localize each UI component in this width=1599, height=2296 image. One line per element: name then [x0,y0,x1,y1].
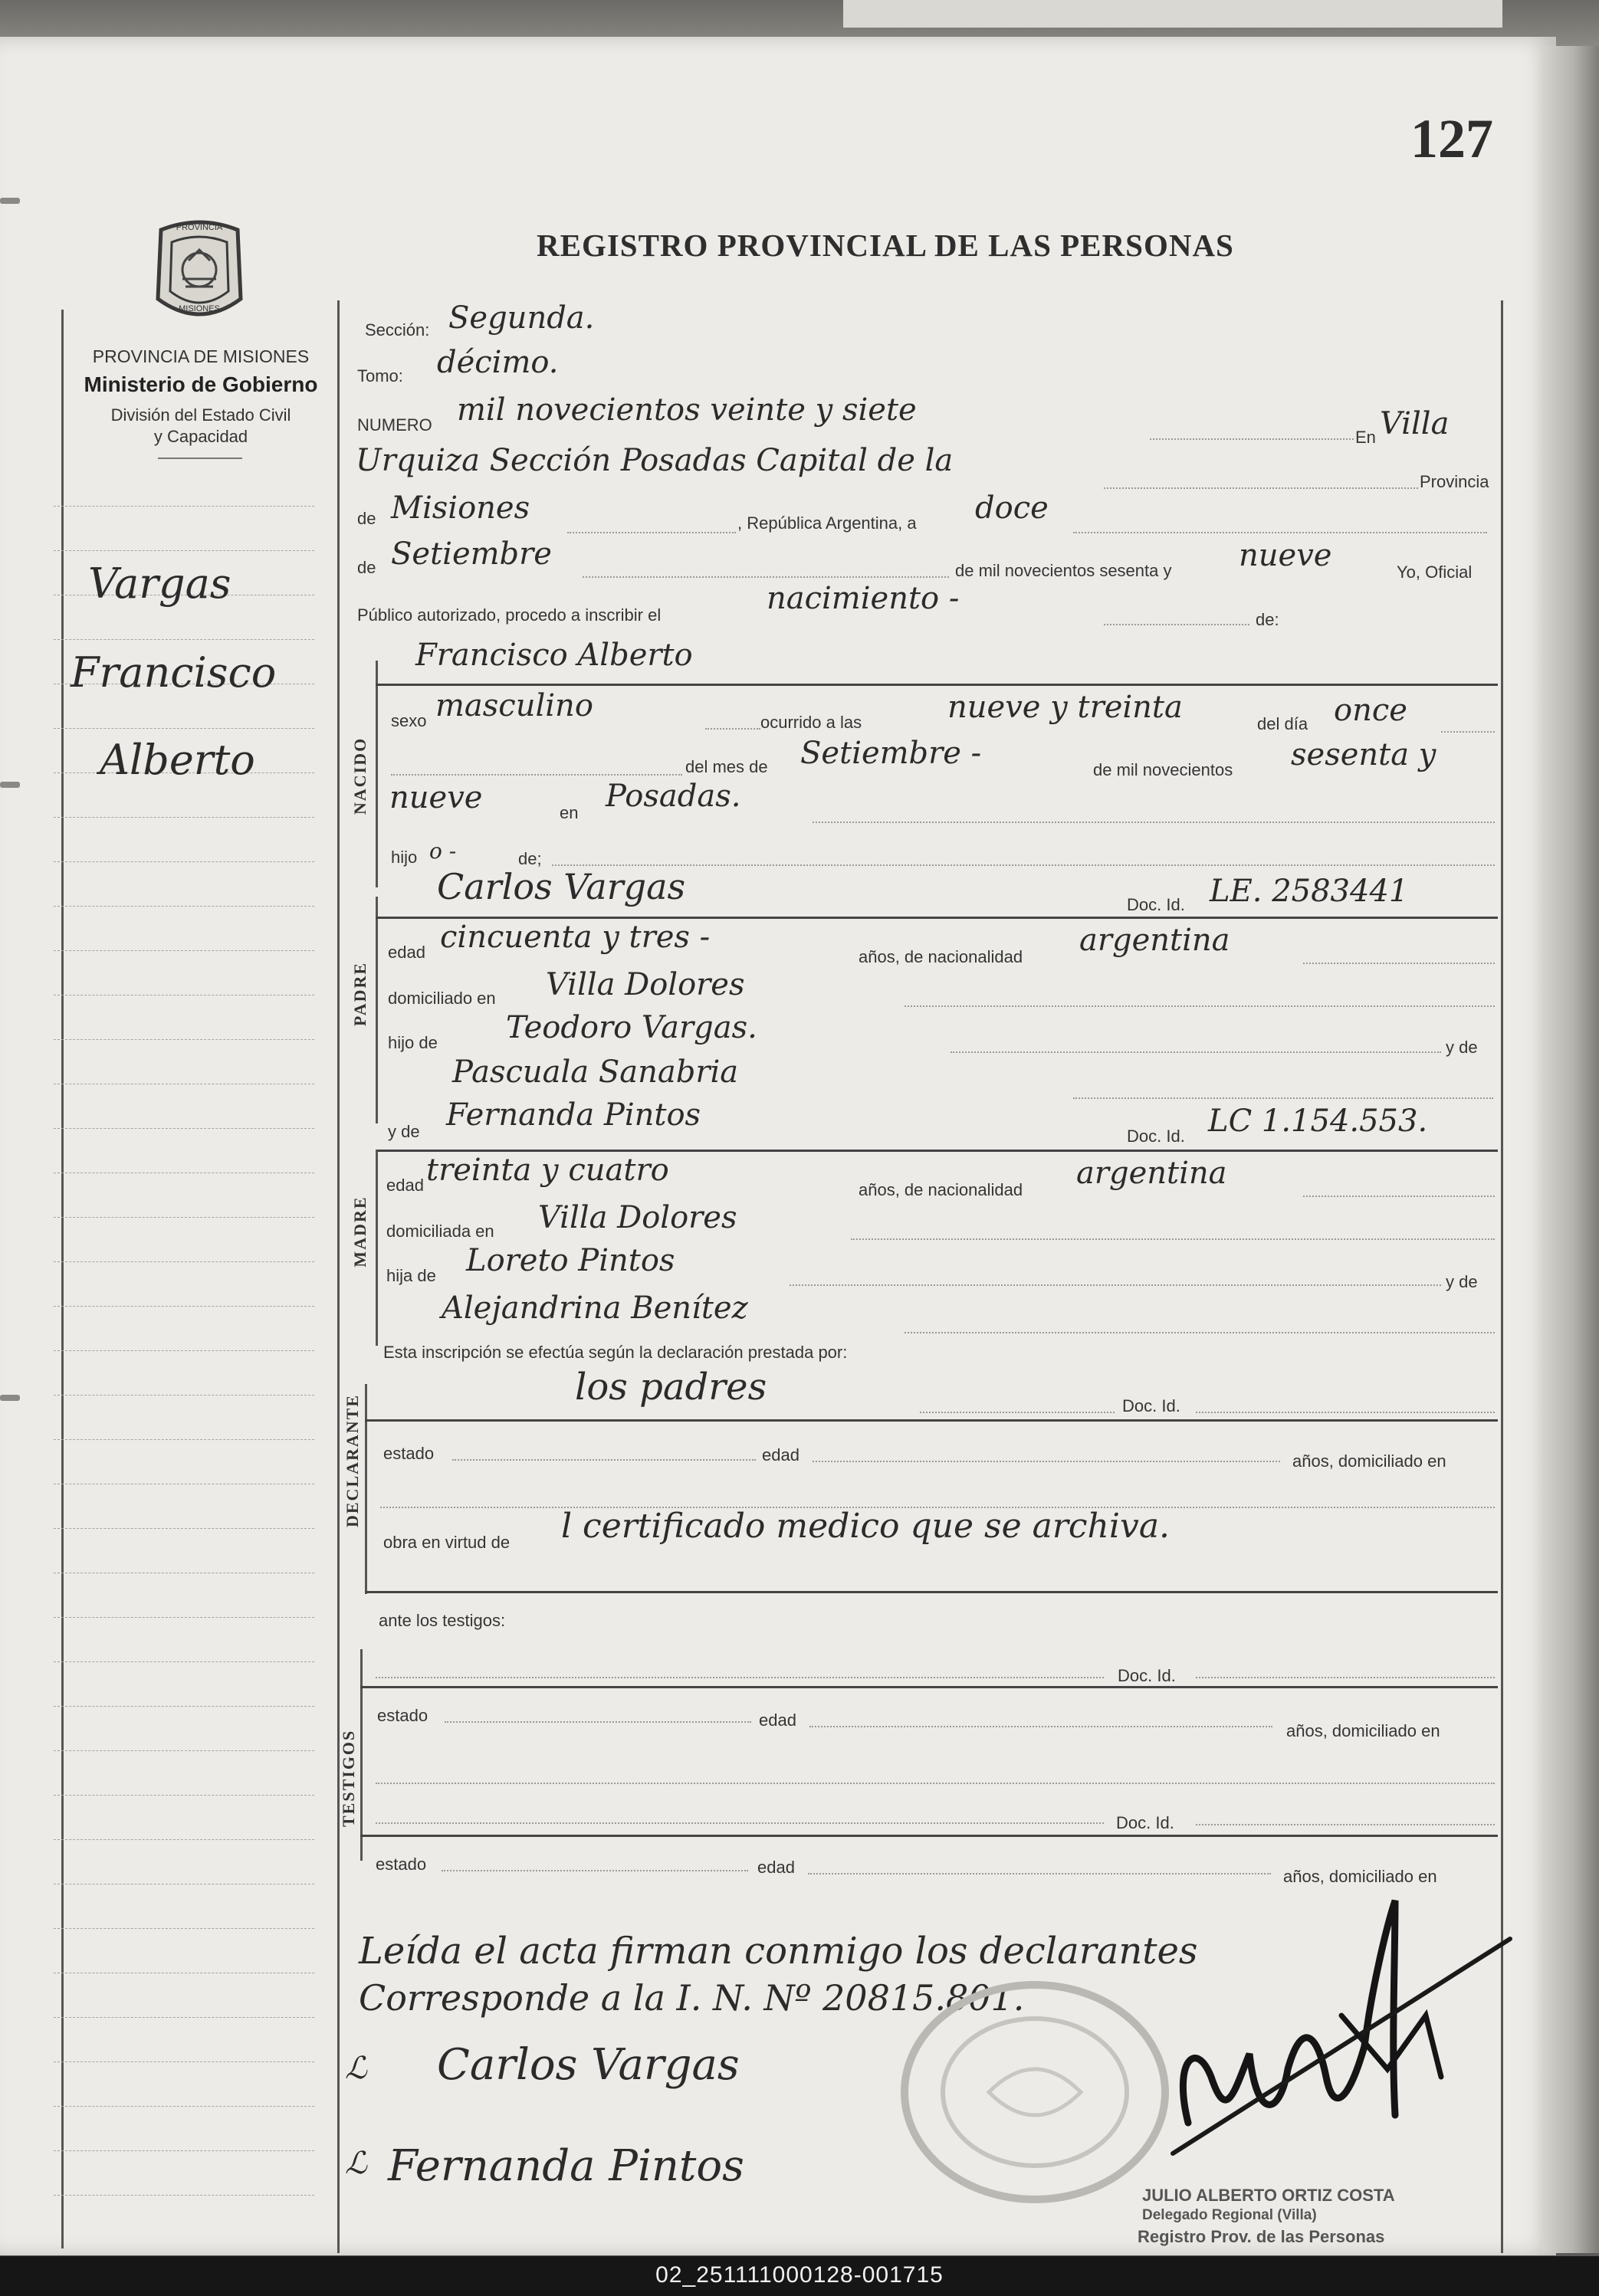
ocurrido-label: ocurrido a las [760,713,862,732]
section-label-padre: PADRE [350,961,369,1027]
republica-label: , República Argentina, a [737,513,917,533]
hora-value: nueve y treinta [947,690,1183,725]
padre-madre-de: Pascuala Sanabria [452,1055,739,1090]
ruled-line [54,728,314,729]
seccion-label: Sección: [365,320,430,339]
ruled-line [54,950,314,951]
margin-border-left [61,310,64,2248]
padre-hijo-de-label: hijo de [388,1033,438,1052]
ruled-line [54,1706,314,1707]
mes-label: del mes de [685,757,768,776]
page-edge-shadow [1542,46,1599,2253]
ruled-line [54,1039,314,1040]
en-label: en [560,803,579,822]
testigo2-edad-label: edad [757,1858,795,1877]
svg-text:MISIONES: MISIONES [179,304,220,313]
ruled-line [54,506,314,507]
testigo2-doc-label: Doc. Id. [1116,1813,1174,1832]
nacido-nombre: Francisco Alberto [415,638,693,673]
closing-line-2: Corresponde a la I. N. Nº 20815.801. [359,1977,1025,2019]
declarante-estado-label: estado [383,1444,435,1463]
hijo-value: o - [429,838,457,864]
madre-hija-label: hija de [386,1266,436,1285]
ruled-line [54,1395,314,1396]
ruled-line [54,1439,314,1440]
sexo-value: masculino [435,688,593,723]
padre-edad-value: cincuenta y tres - [440,920,711,955]
mes-value: Setiembre [391,536,552,572]
signature-fernanda: Fernanda Pintos [388,2141,744,2191]
scan-id: 02_251111000128-001715 [655,2262,944,2288]
ruled-line [54,2017,314,2018]
tomo-label: Tomo: [357,366,403,385]
ruled-line [54,639,314,640]
testigo1-anios-label: años, domiciliado en [1286,1721,1440,1740]
padre-nac-label: años, de nacionalidad [859,947,1023,966]
de-label-2: de [357,558,376,577]
section-label-madre: MADRE [350,1196,369,1268]
provincia-value: Misiones [391,490,530,526]
declarante-obra-label: obra en virtud de [383,1533,511,1552]
declarante-edad-label: edad [762,1445,800,1465]
madre-madre-de: Alejandrina Benítez [442,1291,748,1326]
tomo-value: décimo. [437,345,559,380]
madre-doc-value: LC 1.154.553. [1208,1104,1428,1139]
ruled-line [54,550,314,551]
testigo1-edad-label: edad [759,1711,796,1730]
binder-mark [0,198,20,204]
testigos-intro: ante los testigos: [379,1611,506,1630]
signature-mark-2-icon: ℒ [345,2146,367,2181]
hijo-label: hijo [391,848,418,867]
madre-nac-label: años, de nacionalidad [859,1180,1023,1199]
section-label-testigos: TESTIGOS [339,1729,358,1827]
ruled-line [54,1528,314,1529]
sexo-label: sexo [391,711,427,730]
margin-border-right [337,300,340,2253]
province-name: PROVINCIA DE MISIONES [92,346,310,366]
testigo2-anios-label: años, domiciliado en [1283,1867,1437,1886]
page-title: REGISTRO PROVINCIAL DE LAS PERSONAS [537,228,1234,263]
numero-label: NUMERO [357,415,432,435]
madre-dom-label: domiciliada en [386,1222,494,1241]
ruled-line [54,1350,314,1351]
ruled-line [54,1750,314,1751]
margin-first-name: Francisco [71,648,277,697]
madre-dom-value: Villa Dolores [538,1200,737,1235]
ruled-line [54,1839,314,1840]
testigo2-estado-label: estado [376,1855,427,1874]
testigo1-estado-label: estado [377,1706,428,1725]
padre-dom-value: Villa Dolores [546,967,745,1002]
ruled-line [54,1261,314,1262]
ruled-line [54,1661,314,1662]
padre-y-de-label: y de [1446,1038,1478,1057]
division-name: División del Estado Civil y Capacidad [110,405,291,446]
divider [158,458,242,459]
lugar-value: Posadas. [606,779,741,814]
anio-label: de mil novecientos [1093,760,1233,779]
padre-padre-de: Teodoro Vargas. [506,1010,757,1045]
anio-value: nueve [1239,538,1332,573]
madre-nombre: Fernanda Pintos [446,1097,701,1133]
signature-mark-1-icon: ℒ [345,2051,367,2086]
seccion-value: Segunda. [448,300,595,336]
closing-line-1: Leída el acta firman conmigo los declarantes [359,1930,1198,1973]
madre-y-de-label: y de [1446,1272,1478,1291]
dia-value: doce [975,490,1049,526]
ruled-line [54,1795,314,1796]
declarante-intro: Esta inscripción se efectúa según la declaración prestada por: [383,1343,848,1362]
declarante-anios-label: años, domiciliado en [1292,1451,1446,1471]
ruled-line [54,861,314,862]
section-label-nacido: NACIDO [350,736,369,815]
anio-value: sesenta y [1291,737,1436,772]
de-label: de; [518,849,542,868]
ruled-line [54,2106,314,2107]
dia-value: once [1334,693,1407,728]
padre-doc-value: LE. 2583441 [1210,874,1409,909]
en-value: Villa [1380,406,1450,441]
declarante-value: los padres [575,1366,767,1409]
anio-value-2: nueve [389,780,483,815]
province-seal-icon [146,215,253,333]
ruled-line [54,2150,314,2151]
binder-mark [0,782,20,788]
madre-edad-value: treinta y cuatro [426,1153,669,1188]
ruled-line [54,906,314,907]
declarante-doc-label: Doc. Id. [1122,1396,1180,1415]
ministry-name: Ministerio de Gobierno [84,372,318,396]
acto-value: nacimiento - [767,581,960,616]
padre-doc-label: Doc. Id. [1127,895,1185,914]
ruled-line [54,1928,314,1929]
publico-label: Público autorizado, procedo a inscribir el [357,605,662,625]
declarante-obra-value: l certificado medico que se archiva. [561,1507,1171,1546]
margin-middle-name: Alberto [100,736,255,784]
anio-label: de mil novecientos sesenta y [955,561,1172,580]
madre-edad-label: edad [386,1176,424,1195]
stamp-name: JULIO ALBERTO ORTIZ COSTA [1142,2186,1395,2205]
signature-carlos: Carlos Vargas [437,2040,740,2090]
section-label-declarante: DECLARANTE [343,1393,362,1527]
en-label: En [1355,428,1376,447]
testigo1-doc-label: Doc. Id. [1118,1666,1176,1685]
margin-surname: Vargas [88,559,231,608]
stamp-title: Delegado Regional (Villa) [1142,2207,1317,2223]
ruled-line [54,817,314,818]
ruled-line [54,1217,314,1218]
ruled-line [54,2061,314,2062]
ruled-line [54,1617,314,1618]
madre-nac-value: argentina [1076,1156,1227,1191]
padre-dom-label: domiciliado en [388,989,496,1008]
ruled-line [54,1306,314,1307]
padre-edad-label: edad [388,943,425,962]
binder-mark [0,1395,20,1401]
dia-label: del día [1257,714,1308,733]
page-number: 127 [1410,108,1493,169]
padre-nombre: Carlos Vargas [437,866,686,907]
madre-y-de-label: y de [388,1122,420,1141]
numero-value: mil novecientos veinte y siete [457,392,917,428]
official-signature-icon [1142,1893,1541,2173]
ruled-line [54,1128,314,1129]
madre-padre-de: Loreto Pintos [466,1243,675,1278]
madre-doc-label: Doc. Id. [1127,1127,1185,1146]
stamp-registry: Registro Prov. de las Personas [1138,2227,1385,2246]
de-label: de [357,509,376,528]
de-label-3: de: [1256,610,1279,629]
provincia-label: Provincia [1420,472,1489,491]
ruled-line [54,2195,314,2196]
oficial-label: Yo, Oficial [1397,563,1473,582]
padre-nac-value: argentina [1079,923,1230,958]
svg-text:PROVINCIA: PROVINCIA [176,223,223,232]
place-value: Urquiza Sección Posadas Capital de la [356,443,954,478]
mes-value: Setiembre - [800,736,982,771]
